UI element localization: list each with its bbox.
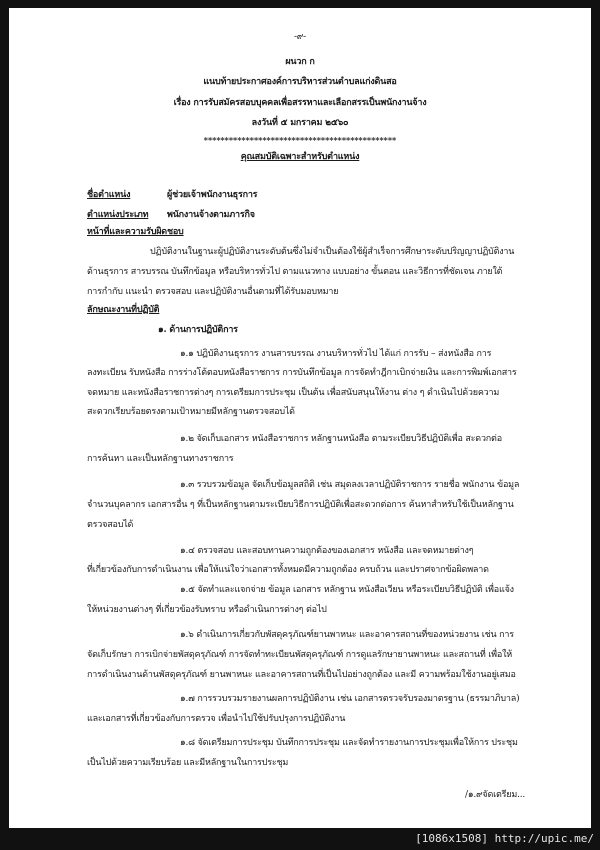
intro-line: ด้านธุรการ สารบรรณ บันทึกข้อมูล หรือบริหารทั่วไป ตามแนวทาง แบบอย่าง ขั้นตอน และวิธีการที่ชัดเจน ภายใต้	[87, 267, 503, 277]
header-line-1: แนบท้ายประกาศองค์การบริหารส่วนตำบลแก่งดินสอ	[203, 77, 397, 87]
item-line: ๑.๔ ตรวจสอบ และสอบทานความถูกต้องของเอกสาร หนังสือ และจดหมายต่างๆ	[180, 546, 474, 556]
position-type-label: ตำแหน่งประเภท	[87, 210, 149, 220]
item-line: จำนวนบุคลากร เอกสารอื่น ๆ ที่เป็นหลักฐานตามระเบียบวิธีการปฏิบัติเพื่อสะดวกต่อการ ค้นหาสำหรับใช้เป็นหลักฐาน	[87, 500, 514, 510]
item-line: การดำเนินงานด้านพัสดุครุภัณฑ์ ยานพาหนะ และอาคารสถานที่เป็นไปอย่างถูกต้อง และมี ความพร้อมใช้งานอยู่เสมอ	[87, 670, 516, 680]
item-line: ๑.๓ รวบรวมข้อมูล จัดเก็บข้อมูลสถิติ เช่น สมุดลงเวลาปฏิบัติราชการ รายชื่อ พนักงาน ข้อมูล	[180, 480, 520, 490]
item-line: และเอกสารที่เกี่ยวข้องกับการตรวจ เพื่อนำไปใช้ปรับปรุงการปฏิบัติงาน	[87, 714, 346, 724]
item-line: ๑.๖ ดำเนินการเกี่ยวกับพัสดุครุภัณฑ์ยานพาหนะ และอาคารสถานที่ของหน่วยงาน เช่น การ	[180, 630, 514, 640]
item-line: การค้นหา และเป็นหลักฐานทางราชการ	[87, 454, 234, 464]
item-line: เป็นไปด้วยความเรียบร้อย และมีหลักฐานในการประชุม	[87, 758, 289, 768]
position-name-value: ผู้ช่วยเจ้าพนักงานธุรการ	[167, 190, 258, 200]
item-line: ตรวจสอบได้	[87, 520, 134, 530]
position-name-label: ชื่อตำแหน่ง	[87, 190, 131, 200]
watermark-text: [1086x1508] http://upic.me/	[415, 832, 594, 845]
sub-heading: ๑. ด้านการปฏิบัติการ	[158, 325, 238, 335]
item-line: ให้หน่วยงานต่างๆ ที่เกี่ยวข้องรับทราบ หรือดำเนินการต่างๆ ต่อไป	[87, 605, 327, 615]
intro-line: การกำกับ แนะนำ ตรวจสอบ และปฏิบัติงานอื่นตามที่ได้รับมอบหมาย	[87, 287, 339, 297]
continuation-marker: /๑.๙จัดเตรียม...	[465, 790, 526, 800]
annex-label: ผนวก ก	[285, 57, 315, 67]
item-line: สะดวกเรียบร้อยตรงตามเป้าหมายมีหลักฐานตรวจสอบได้	[87, 407, 295, 417]
duties-heading: หน้าที่และความรับผิดชอบ	[87, 227, 184, 237]
announcement-date: ลงวันที่ ๕ มกราคม ๒๕๖๐	[251, 118, 349, 128]
item-line: ๑.๑ ปฏิบัติงานธุรการ งานสารบรรณ งานบริหารทั่วไป ได้แก่ การรับ – ส่งหนังสือ การ	[180, 349, 492, 359]
characteristics-heading: ลักษณะงานที่ปฏิบัติ	[87, 305, 160, 315]
position-type-value: พนักงานจ้างตามภารกิจ	[167, 210, 255, 220]
item-line: ๑.๕ จัดทำและแจกจ่าย ข้อมูล เอกสาร หลักฐาน หนังสือเวียน หรือระเบียบวิธีปฏิบัติ เพื่อแจ้ง	[180, 585, 514, 595]
item-line: ที่เกี่ยวข้องกับการดำเนินงาน เพื่อให้แน่ใจว่าเอกสารทั้งหมดมีความถูกต้อง ครบถ้วน และปราศจากข้อผิดพลาด	[87, 565, 489, 575]
item-line: จัดเก็บรักษา การเบิกจ่ายพัสดุครุภัณฑ์ การจัดทำทะเบียนพัสดุครุภัณฑ์ การดูแลรักษายานพาหนะ และสถานที่ เพื่อให้	[87, 650, 513, 660]
header-line-2: เรื่อง การรับสมัครสอบบุคคลเพื่อสรรหาและเลือกสรรเป็นพนักงานจ้าง	[173, 98, 427, 108]
intro-line: ปฏิบัติงานในฐานะผู้ปฏิบัติงานระดับต้นซึ่งไม่จำเป็นต้องใช้ผู้สำเร็จการศึกษาระดับปริญญาปฏิบัติงาน	[150, 247, 515, 257]
section-title: คุณสมบัติเฉพาะสำหรับตำแหน่ง	[240, 152, 360, 162]
separator-line: **********************************************	[203, 135, 397, 145]
page-number: -๙-	[293, 32, 307, 42]
item-line: ๑.๗ การรวบรวมรายงานผลการปฏิบัติงาน เช่น เอกสารตรวจรับรองมาตรฐาน (ธรรมาภิบาล)	[180, 694, 520, 704]
document-page	[9, 8, 591, 828]
item-line: ลงทะเบียน รับหนังสือ การร่างโต้ตอบหนังสือราชการ การบันทึกข้อมูล การจัดทำฎีกาเบิกจ่ายเงิน และการพิมพ์เอกสาร	[87, 368, 517, 378]
item-line: ๑.๒ จัดเก็บเอกสาร หนังสือราชการ หลักฐานหนังสือ ตามระเบียบวิธีปฏิบัติเพื่อ สะดวกต่อ	[180, 434, 502, 444]
item-line: ๑.๘ จัดเตรียมการประชุม บันทึกการประชุม และจัดทำรายงานการประชุมเพื่อให้การ ประชุม	[180, 738, 518, 748]
item-line: จดหมาย และหนังสือราชการต่างๆ การเตรียมการประชุม เป็นต้น เพื่อสนับสนุนให้งาน ต่าง ๆ ดำเนินไปด้วยความ	[87, 388, 500, 398]
